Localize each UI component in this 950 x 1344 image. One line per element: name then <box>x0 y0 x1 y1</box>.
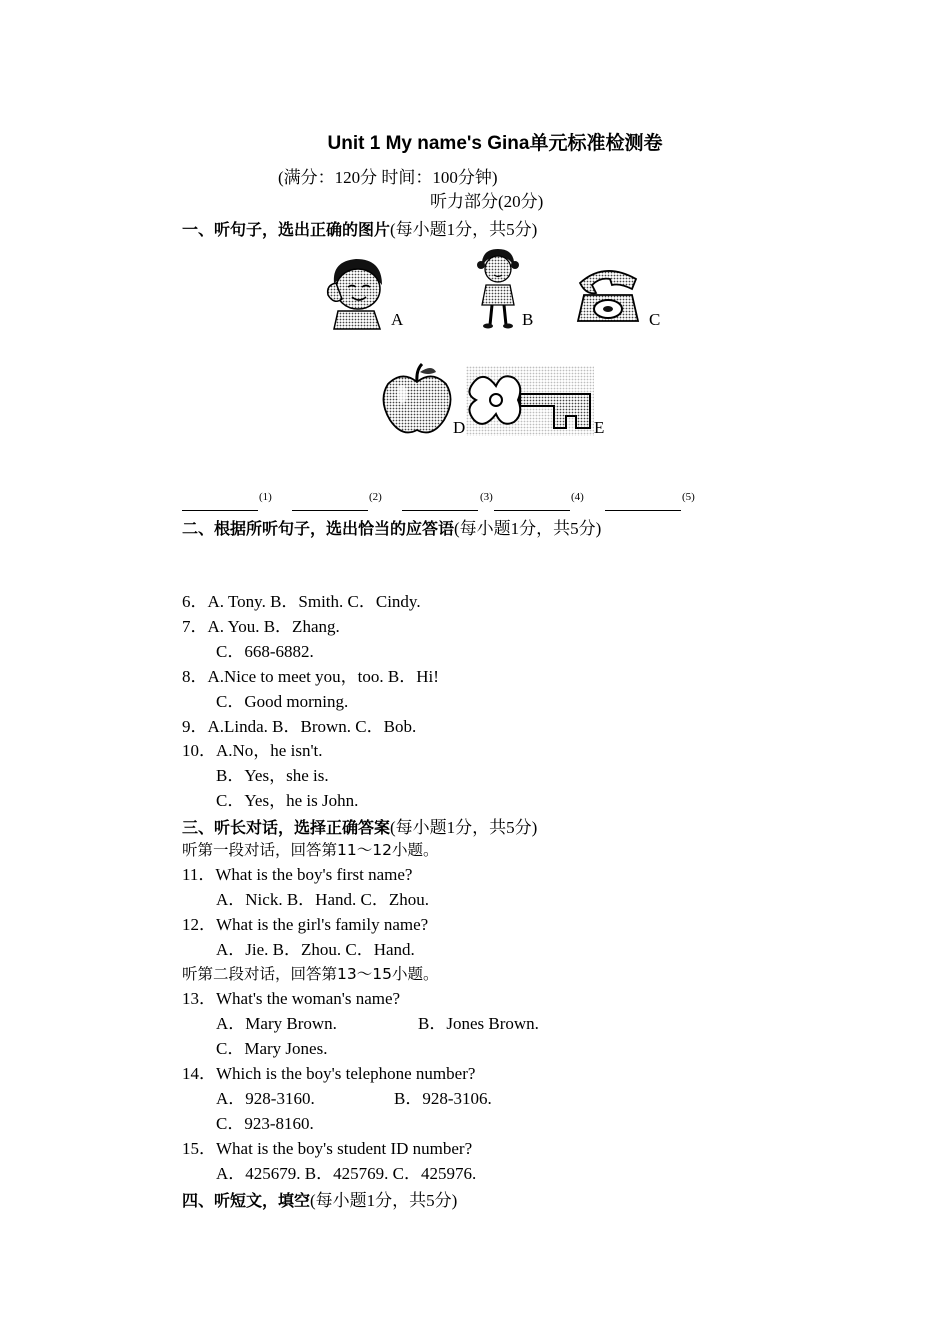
blank-number-4: (4) <box>571 491 584 503</box>
picture-d-label: D <box>453 418 466 437</box>
question-12: 12．What is the girl's family name? <box>182 915 429 934</box>
question-14: 14．Which is the boy's telephone number? <box>182 1064 476 1083</box>
section-4-title: 四、听短文，填空 <box>182 1191 311 1210</box>
blank-number-2: (2) <box>369 491 382 503</box>
key-icon <box>466 366 594 436</box>
question-12-options: A．Jie. B．Zhou. C．Hand. <box>216 940 415 959</box>
question-15: 15．What is the boy's student ID number? <box>182 1139 473 1158</box>
question-7-option-c: C．668-6882. <box>216 642 314 661</box>
picture-c-label: C <box>649 310 661 329</box>
girl-icon <box>476 247 520 329</box>
question-8-option-c: C．Good morning. <box>216 692 349 711</box>
picture-e-label: E <box>594 418 605 437</box>
boy-icon <box>324 255 390 329</box>
dialogue-1-instruction: 听第一段对话，回答第11～12小题。 <box>182 841 439 859</box>
question-14-option-c: C．923-8160. <box>216 1114 314 1133</box>
picture-b-label: B <box>522 310 534 329</box>
section-3-heading <box>182 813 537 838</box>
question-11-options: A．Nick. B．Hand. C．Zhou. <box>216 890 429 909</box>
section-1-heading <box>182 215 537 240</box>
question-7: 7．A. You. B．Zhang. <box>182 617 340 636</box>
blank-number-1: (1) <box>259 491 272 503</box>
picture-a-label: A <box>391 310 404 329</box>
question-9: 9．A.Linda. B．Brown. C．Bob. <box>182 717 417 736</box>
question-6: 6．A. Tony. B．Smith. C．Cindy. <box>182 592 421 611</box>
question-11: 11．What is the boy's first name? <box>182 865 413 884</box>
answer-blank-5[interactable] <box>605 510 681 511</box>
listening-part-heading: 听力部分(20分) <box>430 192 544 211</box>
answer-blank-2[interactable] <box>292 510 368 511</box>
question-13-option-c: C．Mary Jones. <box>216 1039 328 1058</box>
score-time-line: (满分：120分 时间：100分钟) <box>278 168 498 187</box>
question-14-option-a: A．928-3160. <box>216 1089 315 1108</box>
answer-blank-1[interactable] <box>182 510 258 511</box>
section-2-heading <box>182 514 601 539</box>
question-14-option-b: B．928-3106. <box>394 1089 492 1108</box>
dialogue-2-instruction: 听第二段对话，回答第13～15小题。 <box>182 965 439 983</box>
question-10-option-b: B．Yes，she is. <box>216 766 329 785</box>
question-13-option-b: B．Jones Brown. <box>418 1014 539 1033</box>
section-1-title: 一、听句子，选出正确的图片 <box>182 220 391 239</box>
question-13-option-a: A．Mary Brown. <box>216 1014 337 1033</box>
question-8: 8．A.Nice to meet you，too. B．Hi! <box>182 667 439 686</box>
question-10-option-c: C．Yes，he is John. <box>216 791 359 810</box>
page-title: Unit 1 My name's Gina单元标准检测卷 <box>327 133 663 154</box>
section-4-score: (每小题1分，共5分) <box>310 1191 458 1210</box>
answer-blank-4[interactable] <box>494 510 570 511</box>
question-13: 13．What's the woman's name? <box>182 989 401 1008</box>
apple-icon <box>380 362 454 436</box>
section-2-title: 二、根据所听句子，选出恰当的应答语 <box>182 519 455 538</box>
question-15-options: A．425679. B．425769. C．425976. <box>216 1164 477 1183</box>
question-10: 10．A.No，he isn't. <box>182 741 323 760</box>
blank-number-3: (3) <box>480 491 493 503</box>
section-2-score: (每小题1分，共5分) <box>454 519 602 538</box>
section-3-score: (每小题1分，共5分) <box>390 818 538 837</box>
section-3-title: 三、听长对话，选择正确答案 <box>182 818 391 837</box>
answer-blank-3[interactable] <box>402 510 478 511</box>
telephone-icon <box>574 265 642 325</box>
blank-number-5: (5) <box>682 491 695 503</box>
section-4-heading <box>182 1186 457 1211</box>
section-1-score: (每小题1分，共5分) <box>390 220 538 239</box>
